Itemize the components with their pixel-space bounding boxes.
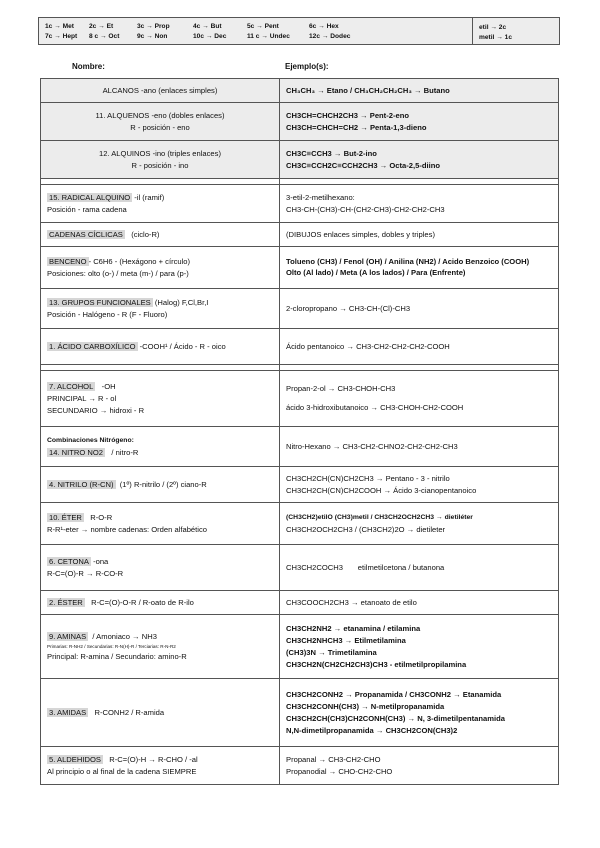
row-name-text: 11. ALQUENOS -eno (dobles enlaces) (95, 110, 225, 120)
extra-prefixes (479, 23, 512, 43)
group-suffix: (Halog) F,Cl,Br,I (154, 297, 209, 307)
row-example (280, 427, 559, 467)
example-line: Ácido pentanoico → CH3-CH2-CH2-CH2-COOH (286, 341, 450, 351)
example-line: CH3CH2NH2 → etanamina / etilamina (286, 623, 421, 633)
row-example (280, 371, 559, 427)
row-name-text: 12. ALQUINOS -ino (triples enlaces) (99, 148, 221, 158)
example-line: CH3CH2NHCH3 → Etilmetilamina (286, 635, 406, 645)
example-line: CH3CH2N(CH2CH2CH3)CH3 - etilmetilpropilamina (286, 659, 467, 669)
row-name-subtext: Principal: R-amina / Secundario: amino-R (47, 651, 187, 661)
row-eter (41, 503, 559, 545)
row-example (280, 467, 559, 503)
row-name-subtext: R - posición - ino (131, 160, 189, 170)
example-line: ácido 3-hidroxibutanoico → CH3-CHOH-CH2-COOH (286, 403, 464, 412)
example-line: CH3CH2CONH2 → Propanamida / CH3CONH2 → Etanamida (286, 689, 502, 699)
row-name-subtext: R-R¹-eter → nombre cadenas: Orden alfabético (47, 524, 207, 534)
row-nitro (41, 427, 559, 467)
group-title: 1. ÁCIDO CARBOXÍLICO (49, 341, 136, 351)
example-line: (DIBUJOS enlaces simples, dobles y triples) (286, 229, 435, 239)
row-alcanos (41, 79, 559, 103)
row-radical-alquino (41, 185, 559, 223)
prefix-item: 10c → Dec (193, 33, 227, 40)
group-suffix: (ciclo-R) (131, 229, 160, 239)
prefix-item: 8 c → Oct (89, 33, 120, 40)
example-line: CH3CH2COCH3 etilmetilcetona / butanona (286, 562, 445, 572)
row-name-subtext: R-C=(O)-R → R-CO-R (47, 568, 124, 578)
row-name-subtext: Posición - rama cadena (47, 204, 127, 214)
row-name (41, 223, 280, 247)
example-line: (CH3)3N → Trimetilamina (286, 647, 377, 657)
example-line: Propan-2-ol → CH3-CHOH-CH3 (286, 384, 396, 393)
row-example (280, 591, 559, 615)
example-line: N,N-dimetilpropanamida → CH3CH2CON(CH3)2 (286, 725, 458, 735)
row-nitrilo (41, 467, 559, 503)
example-line: Olto (Al lado) / Meta (A los lados) / Para (Enfrente) (286, 268, 466, 277)
example-line: CH3COOCH2CH3 → etanoato de etilo (286, 597, 417, 607)
row-name (41, 289, 280, 329)
extra-prefix-metil: metil → 1c (479, 34, 512, 41)
row-name (41, 185, 280, 223)
row-name-subtext: Al principio o al final de la cadena SIEMPRE (47, 766, 197, 776)
group-title: 14. NITRO NO2 (49, 447, 104, 457)
row-name (41, 247, 280, 289)
prefix-row-2 (45, 33, 369, 40)
example-line: CH3CH=CHCH=CH2 → Penta-1,3-dieno (286, 122, 427, 132)
row-alquinos (41, 141, 559, 179)
row-name (41, 747, 280, 785)
row-example (280, 103, 559, 141)
example-line: CH₃CH₃ → Etano / CH₃CH₂CH₂CH₃ → Butano (286, 85, 450, 95)
example-line: CH3C≡CCH2C≡CCH2CH3 → Octa-2,5-diino (286, 160, 441, 170)
group-suffix: / Amoniaco → NH3 (92, 631, 157, 641)
row-aldehidos (41, 747, 559, 785)
row-cadenas-ciclicas (41, 223, 559, 247)
column-header-example: Ejemplo(s): (285, 62, 329, 71)
example-line: 2-cloropropano → CH3-CH-(Cl)-CH3 (286, 303, 411, 313)
group-title: BENCENO (49, 256, 87, 266)
example-line: CH3-CH-(CH3)-CH-(CH2-CH3)-CH2-CH2-CH3 (286, 204, 445, 214)
nomenclature-table (40, 78, 559, 785)
group-suffix: (1º) R-nitrilo / (2º) ciano-R (119, 479, 207, 489)
row-name (41, 615, 280, 679)
row-example (280, 141, 559, 179)
row-name (41, 79, 280, 103)
row-aminas (41, 615, 559, 679)
group-title: 13. GRUPOS FUNCIONALES (49, 297, 151, 307)
row-name-subtext: Primarias: R-NH2 / Secundarias: R-N(H)-R / Terciarias: R-N-R2 (47, 643, 176, 649)
example-line: Propanal → CH3-CH2-CHO (286, 754, 381, 764)
prefix-item: 7c → Hept (45, 33, 78, 40)
example-line: Propanodial → CHO-CH2-CHO (286, 766, 393, 776)
group-suffix: -COOH¹ / Ácido - R - oico (139, 341, 226, 351)
example-line: CH3CH2OCH2CH3 / (CH3CH2)2O → dietileter (286, 524, 446, 534)
group-suffix: R-C=(O)-O-R / R-oato de R-ilo (91, 597, 194, 607)
extra-prefix-etil: etil → 2c (479, 24, 507, 31)
row-name (41, 103, 280, 141)
column-header-name: Nombre: (72, 62, 105, 71)
group-suffix: -OH (101, 381, 116, 391)
group-title: 10. ÉTER (49, 512, 82, 522)
example-line: (CH3CH2)etilO (CH3)metil / CH3CH2OCH2CH3 → dietiléter (286, 513, 473, 521)
row-name (41, 141, 280, 179)
group-suffix: -il (ramif) (134, 192, 165, 202)
group-title: 15. RADICAL ALQUINO (49, 192, 131, 202)
prefix-divider (472, 18, 473, 44)
group-suffix: - C6H6 - (Hexágono + círculo) (88, 256, 191, 266)
row-name-subtext: R - posición - eno (130, 122, 190, 132)
prefix-item: 3c → Prop (137, 23, 170, 30)
row-name (41, 329, 280, 365)
prefix-item: 2c → Et (89, 23, 114, 30)
group-suffix: R-CONH2 / R-amida (94, 707, 165, 717)
group-title: 5. ALDEHIDOS (49, 754, 101, 764)
row-example (280, 545, 559, 591)
example-line: Nitro-Hexano → CH3-CH2-CHNO2-CH2-CH2-CH3 (286, 441, 458, 451)
prefix-item: 11 c → Undec (247, 33, 290, 40)
example-line: Tolueno (CH3) / Fenol (OH) / Anilina (NH2) / Acido Benzoico (COOH) (286, 257, 530, 266)
group-title: 4. NITRILO (R-CN) (49, 479, 114, 489)
group-title: 6. CETONA (49, 556, 89, 566)
example-line: CH3CH2CONH(CH3) → N-metilpropanamida (286, 701, 445, 711)
row-name-subtext: Posición - Halógeno - R (F - Fluoro) (47, 309, 168, 319)
row-name-subtext: SECUNDARIO → hidroxi - R (47, 405, 145, 415)
row-name-subtext: Combinaciones Nitrógeno: (47, 436, 134, 444)
row-example (280, 679, 559, 747)
group-suffix: / nitro-R (111, 447, 139, 457)
row-example (280, 223, 559, 247)
example-line: 3-etil-2-metilhexano: (286, 192, 355, 202)
group-suffix: -ona (93, 556, 109, 566)
row-amidas (41, 679, 559, 747)
row-name (41, 371, 280, 427)
row-example (280, 185, 559, 223)
row-alcohol (41, 371, 559, 427)
group-suffix: R-C=(O)-H → R-CHO / -al (109, 754, 198, 764)
row-name (41, 679, 280, 747)
row-name-subtext: PRINCIPAL → R - ol (47, 393, 117, 403)
row-name (41, 467, 280, 503)
prefix-item: 4c → But (193, 23, 222, 30)
row-example (280, 615, 559, 679)
row-name-subtext: Posiciones: olto (o-) / meta (m-) / para (p-) (47, 268, 189, 278)
row-benceno (41, 247, 559, 289)
row-acido-carboxilico (41, 329, 559, 365)
row-name (41, 427, 280, 467)
row-alquenos (41, 103, 559, 141)
row-example (280, 79, 559, 103)
group-title: 7. ALCOHOL (49, 381, 94, 391)
group-title: CADENAS CÍCLICAS (49, 229, 123, 239)
prefix-item: 9c → Non (137, 33, 168, 40)
example-line: CH3CH2CH(CN)CH2CH3 → Pentano - 3 - nitrilo (286, 473, 450, 483)
row-ester (41, 591, 559, 615)
row-example (280, 247, 559, 289)
row-example (280, 289, 559, 329)
group-title: 2. ÉSTER (49, 597, 83, 607)
row-example (280, 329, 559, 365)
row-name (41, 591, 280, 615)
example-line: CH3CH2CH(CN)CH2COOH → Ácido 3-cianopentanoico (286, 485, 477, 495)
group-title: 3. AMIDAS (49, 707, 87, 717)
prefix-item: 1c → Met (45, 23, 74, 30)
prefix-item: 12c → Dodec (309, 33, 351, 40)
row-cetona (41, 545, 559, 591)
group-title: 9. AMINAS (49, 631, 87, 641)
prefix-row-1 (45, 23, 369, 30)
row-grupos-funcionales (41, 289, 559, 329)
row-name (41, 545, 280, 591)
example-line: CH3CH=CHCH2CH3 → Pent-2-eno (286, 110, 409, 120)
prefix-item: 6c → Hex (309, 23, 339, 30)
row-name (41, 503, 280, 545)
example-line: CH3CH2CH(CH3)CH2CONH(CH3) → N, 3-dimetilpentanamida (286, 713, 505, 723)
row-name-text: ALCANOS -ano (enlaces simples) (102, 85, 218, 95)
example-line: CH3C≡CCH3 → But-2-ino (286, 148, 377, 158)
row-example (280, 503, 559, 545)
prefix-item: 5c → Pent (247, 23, 279, 30)
prefix-legend (38, 17, 560, 45)
row-example (280, 747, 559, 785)
group-suffix: R-O-R (90, 512, 113, 522)
